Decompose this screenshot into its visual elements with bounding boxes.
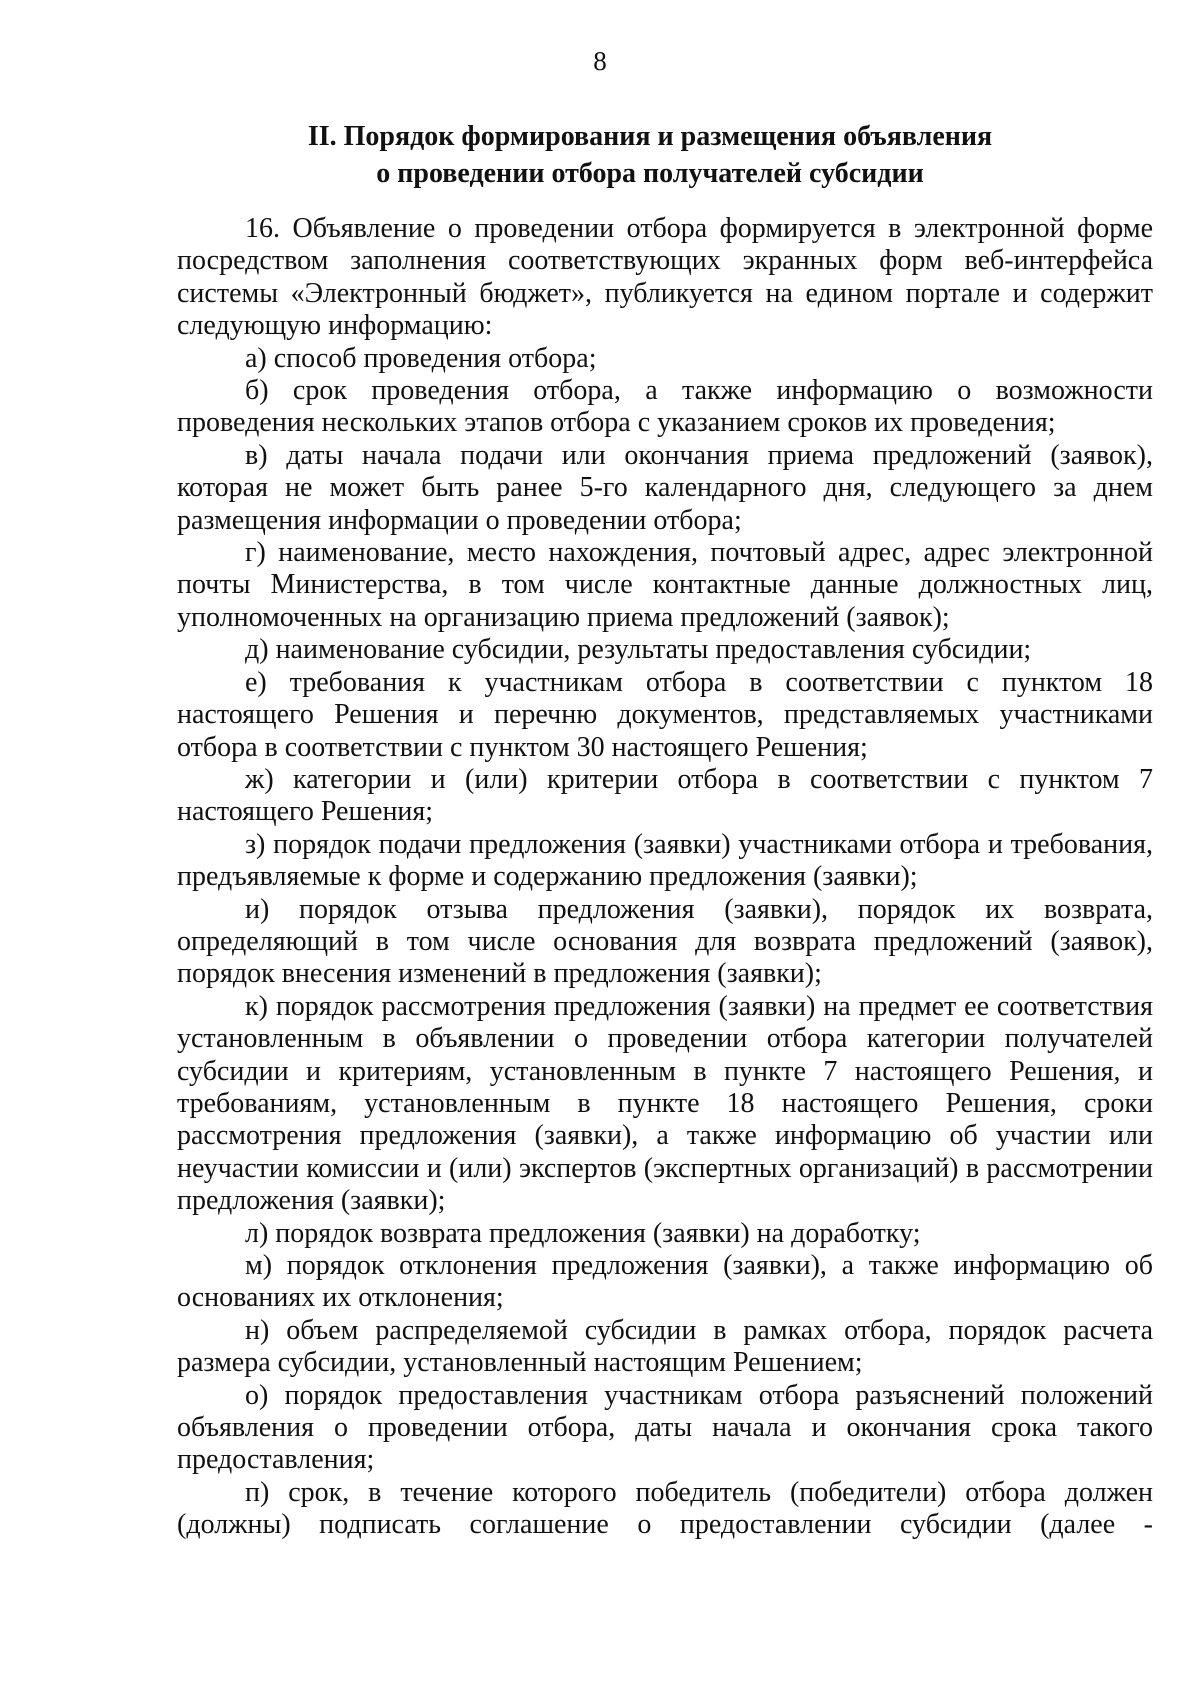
section-heading (150, 118, 1150, 192)
list-item-z: з) порядок подачи предложения (заявки) участниками отбора и требования, предъявляемые к форме и содержанию предложения (заявки); (177, 828, 1153, 893)
list-item-o: о) порядок предоставления участникам отбора разъяснений положений объявления о проведении отбора, даты начала и окончания срока такого предоставления; (177, 1379, 1153, 1476)
list-item-zh: ж) категории и (или) критерии отбора в соответствии с пунктом 7 настоящего Решения; (177, 763, 1153, 828)
list-item-v: в) даты начала подачи или окончания приема предложений (заявок), которая не может быть ранее 5-го календарного дня, следующего за днем размещения информации о проведении отбора; (177, 439, 1153, 536)
list-item-e: е) требования к участникам отбора в соответствии с пунктом 18 настоящего Решения и перечню документов, представляемых участниками отбора в соответствии с пунктом 30 настоящего Решения; (177, 666, 1153, 763)
list-item-b: б) срок проведения отбора, а также информацию о возможности проведения нескольких этапов отбора с указанием сроков их проведения; (177, 375, 1153, 439)
list-item-k: к) порядок рассмотрения предложения (заявки) на предмет ее соответствия установленным в объявлении о проведении отбора категории получателей субсидии и критериям, установленным в пункте 7 настоящего Решения, и требованиям, установленным в пункте 18 настоящего Решения, сроки рассмотрения предложения (заявки), а также информацию об участии или неучастии комиссии и (или) экспертов (экспертных организаций) в рассмотрении предложения (заявки); (177, 990, 1153, 1217)
document-body (177, 213, 1153, 1542)
list-item-m: м) порядок отклонения предложения (заявки), а также информацию об основаниях их отклонения; (177, 1250, 1153, 1314)
page-number: 8 (593, 46, 607, 76)
list-item-p: п) срок, в течение которого победитель (победители) отбора должен (должны) подписать соглашение о предоставлении субсидии (далее - (177, 1476, 1153, 1541)
paragraph-16-intro: 16. Объявление о проведении отбора формируется в электронной форме посредством заполнения соответствующих экранных форм веб-интерфейса системы «Электронный бюджет», публикуется на едином портале и содержит следующую информацию: (177, 213, 1153, 342)
list-item-g: г) наименование, место нахождения, почтовый адрес, адрес электронной почты Министерства, в том числе контактные данные должностных лиц, уполномоченных на организацию приема предложений (заявок); (177, 537, 1153, 633)
list-item-n: н) объем распределяемой субсидии в рамках отбора, порядок расчета размера субсидии, установленный настоящим Решением; (177, 1314, 1153, 1379)
list-item-d: д) наименование субсидии, результаты предоставления субсидии; (245, 634, 1032, 666)
section-heading-line-2: о проведении отбора получателей субсидии (376, 158, 924, 189)
section-heading-line-1: II. Порядок формирования и размещения объявления (307, 121, 993, 152)
list-item-a: а) способ проведения отбора; (245, 342, 597, 374)
list-item-l: л) порядок возврата предложения (заявки) на доработку; (245, 1217, 921, 1249)
list-item-i: и) порядок отзыва предложения (заявки), порядок их возврата, определяющий в том числе основания для возврата предложений (заявок), порядок внесения изменений в предложения (заявки); (177, 893, 1153, 990)
